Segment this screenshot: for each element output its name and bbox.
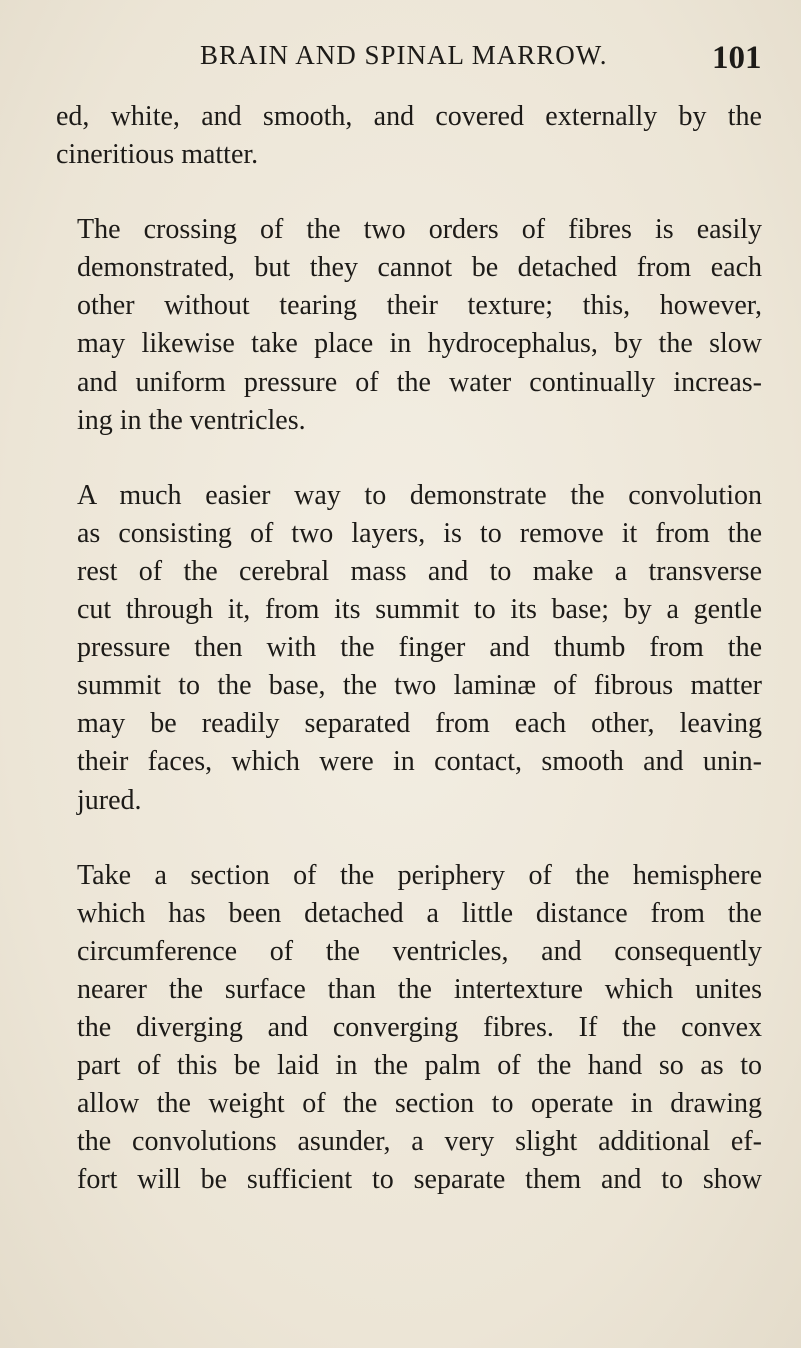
text-line: The crossing of the two orders of fibres is easily bbox=[77, 214, 762, 246]
text-line: which has been detached a little distance from the bbox=[77, 897, 762, 929]
text-line: A much easier way to demonstrate the convolution bbox=[77, 479, 762, 511]
paragraph-3 bbox=[56, 477, 762, 820]
paragraph-1 bbox=[56, 98, 762, 174]
text-line: may be readily separated from each other, leaving bbox=[77, 708, 762, 740]
text-line: may likewise take place in hydrocephalus, by the slow bbox=[77, 328, 762, 360]
paragraph-4 bbox=[56, 857, 762, 1200]
body-text bbox=[56, 98, 762, 1236]
page-number: 101 bbox=[712, 40, 762, 76]
text-line: as consisting of two layers, is to remove it from the bbox=[77, 517, 762, 549]
text-line: ed, white, and smooth, and covered externally by the bbox=[56, 101, 762, 132]
text-line: the diverging and converging fibres. If the convex bbox=[77, 1011, 762, 1043]
text-line: their faces, which were in contact, smooth and unin- bbox=[77, 746, 762, 778]
text-line: circumference of the ventricles, and consequently bbox=[77, 935, 762, 967]
text-line: allow the weight of the section to operate in drawing bbox=[77, 1088, 762, 1120]
text-line: the convolutions asunder, a very slight additional ef- bbox=[77, 1126, 762, 1158]
running-head-title: BRAIN AND SPINAL MARROW. bbox=[200, 40, 608, 70]
text-line: fort will be sufficient to separate them and to show bbox=[77, 1164, 762, 1196]
text-line: other without tearing their texture; this, however, bbox=[77, 290, 762, 322]
text-line: and uniform pressure of the water continually increas- bbox=[77, 366, 762, 398]
text-line: jured. bbox=[77, 784, 142, 816]
text-line: demonstrated, but they cannot be detached from each bbox=[77, 252, 762, 284]
text-line: ing in the ventricles. bbox=[77, 404, 306, 436]
text-line: part of this be laid in the palm of the hand so as to bbox=[77, 1050, 762, 1082]
text-line: summit to the base, the two laminæ of fibrous matter bbox=[77, 670, 762, 702]
text-line: pressure then with the finger and thumb from the bbox=[77, 632, 762, 664]
text-line: cut through it, from its summit to its base; by a gentle bbox=[77, 594, 762, 626]
text-line: rest of the cerebral mass and to make a transverse bbox=[77, 555, 762, 587]
text-line: nearer the surface than the intertexture which unites bbox=[77, 973, 762, 1005]
paragraph-2 bbox=[56, 211, 762, 440]
text-line: Take a section of the periphery of the hemisphere bbox=[77, 859, 762, 891]
text-line: cineritious matter. bbox=[56, 139, 259, 171]
